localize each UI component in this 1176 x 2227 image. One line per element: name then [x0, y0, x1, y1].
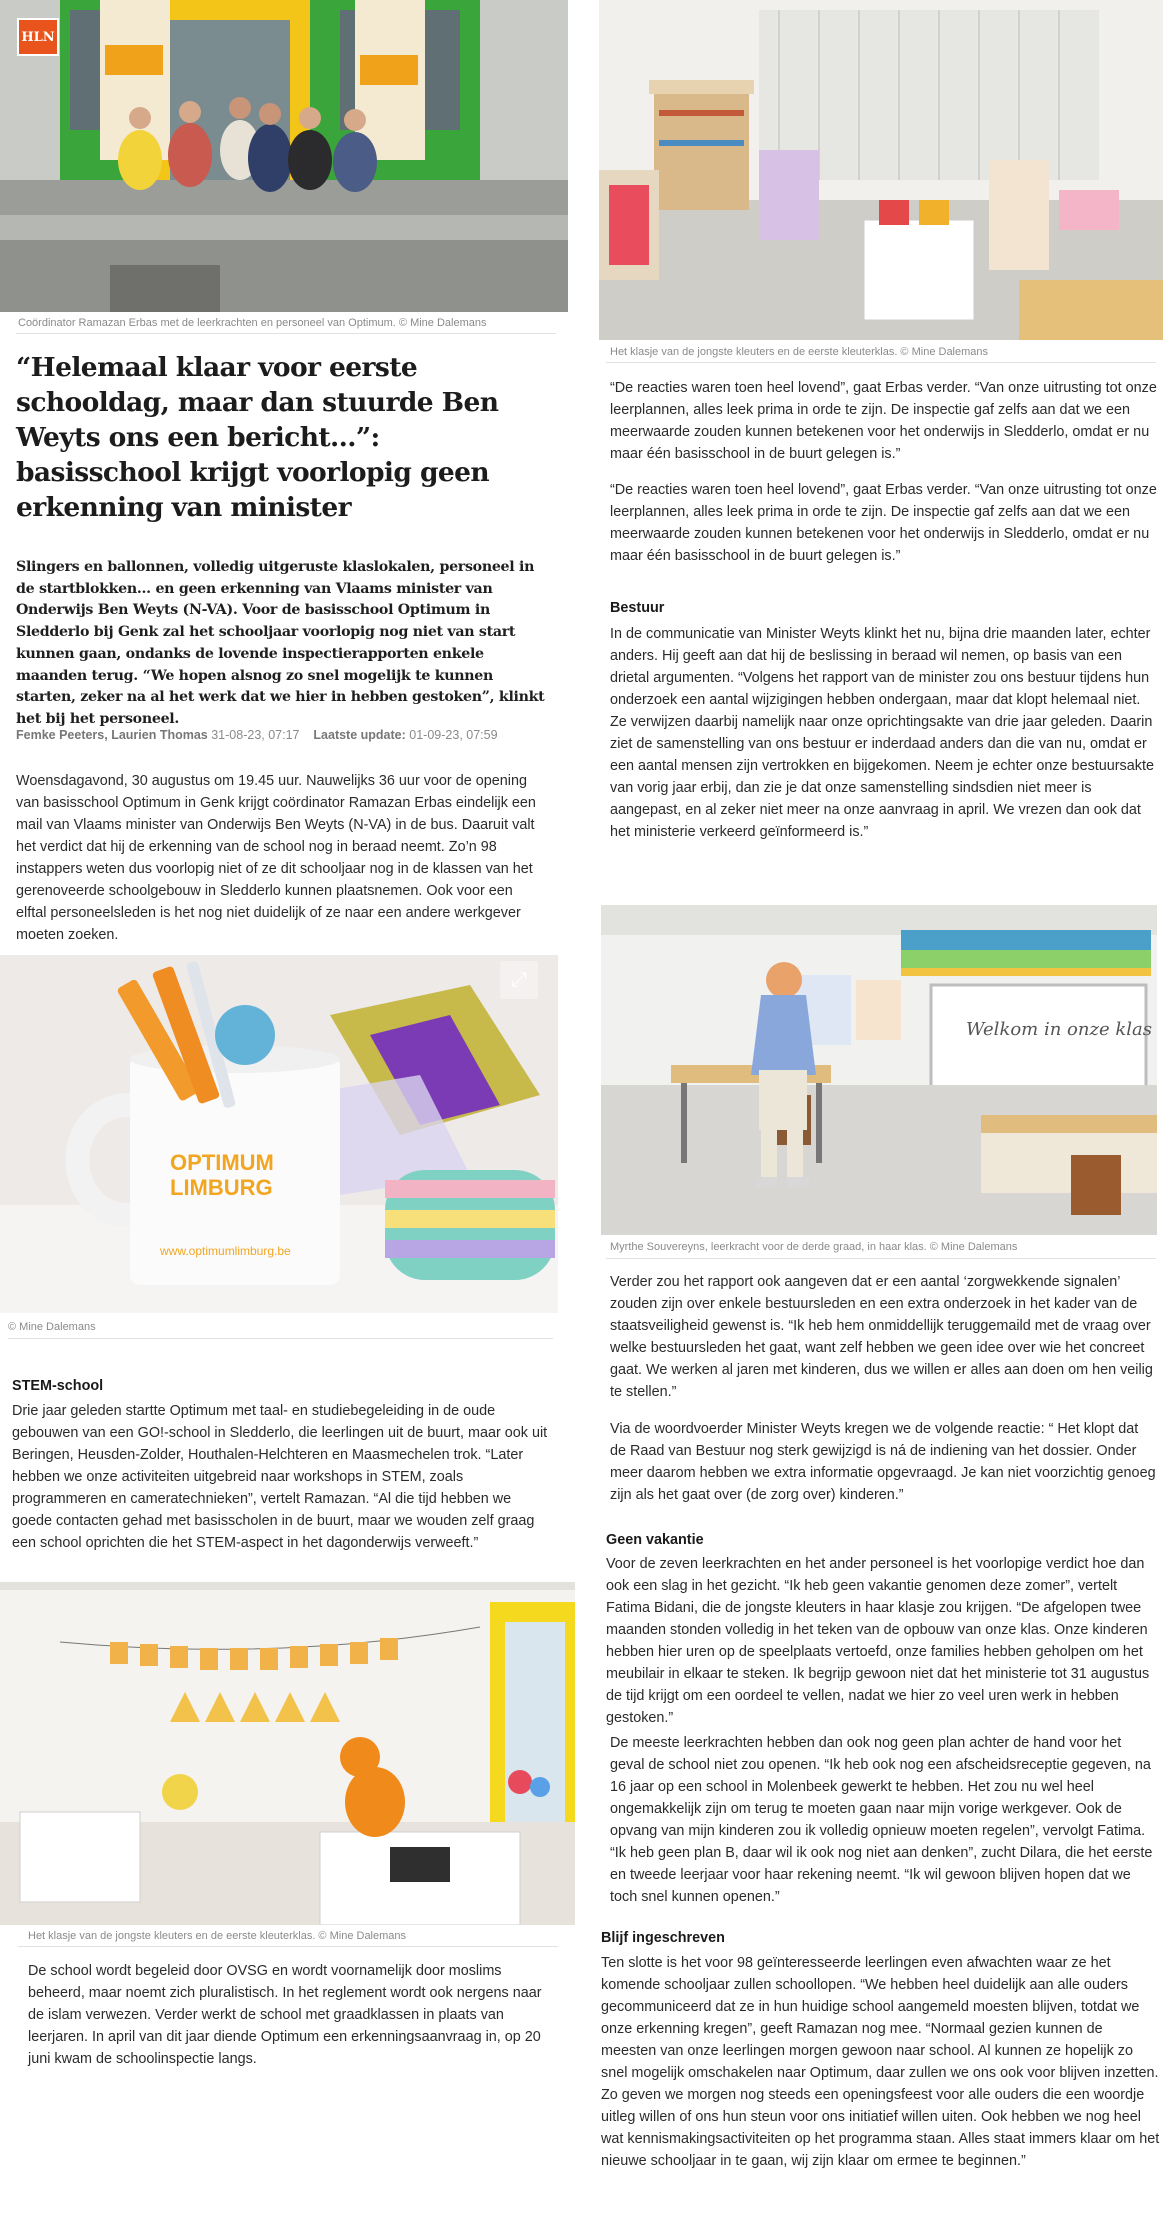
paragraph-vakantie: Voor de zeven leerkrachten en het ander personeel is het voorlopige verdict hoe dan ook een slag in het gezicht. “Ik heb geen vakantie genomen deze zomer”, vertelt Fatima Bidani, die de jongste kleuters in haar klasje zou krijgen. “De afgelopen twee maanden stonden volledig in het teken van de opbouw van onze klas. Onze kinderen hebben hier uren op de speelplaats vertoefd, onze families hebben geholpen om het meubilair in elkaar te steken. Ik begrijp gewoon niet dat het ministerie tot 31 augustus de tijd krijgt om een oordeel te vellen, nadat we hier zo veel uren werk in hebben gestoken.”: [606, 1556, 1150, 1726]
paragraph-reacties-1: “De reacties waren toen heel lovend”, gaat Erbas verder. “Van onze uitrusting tot onze leerplannen, alles leek prima in orde te zijn. De inspectie gaf zelfs aan dat we een meerwaarde zouden kunnen betekenen voor het onderwijs in Sledderlo, omdat er nu maar één basisschool in de buurt gelegen is.”: [610, 380, 1157, 462]
mug-brand-line1: OPTIMUM: [170, 1150, 274, 1175]
article-intro: Slingers en ballonnen, volledig uitgeruste klaslokalen, personeel in de startblokken… en geen erkenning van Vlaams minister van Onderwijs Ben Weyts (N-VA). Voor de basisschool Optimum in Sledderlo bij Genk zal het schooljaar voorlopig nog niet van start kunnen gaan, ondanks de lovende inspectierapporten enkele maanden terug. “We hopen alsnog zo snel mogelijk te kunnen starten, zeker na al het werk dat we hier in hebben gestoken”, klinkt het bij het personeel.: [16, 559, 545, 727]
subhead-bestuur: Bestuur: [610, 600, 665, 616]
teacher-caption: Myrthe Souvereyns, leerkracht voor de derde graad, in haar klas. © Mine Dalemans: [610, 1241, 1018, 1253]
paragraph-rapport: Verder zou het rapport ook aangeven dat er een aantal ‘zorgwekkende signalen’ zouden zijn over enkele bestuursleden en een extra onderzoek in het kader van de staatsveiligheid gewenst is. “Ik heb hem onmiddellijk teruggemaild met de vraag over welke bestuursleden het gaat, want zelf hebben we geen idee over wie het concreet gaat. We werken al jaren met kinderen, dus we willen er alles aan doen om hen veilig te stellen.”: [610, 1274, 1153, 1400]
byline-published: 31-08-23, 07:17: [211, 728, 300, 742]
mug-brand-line2: LIMBURG: [170, 1175, 273, 1200]
classroom-top-photo[interactable]: [599, 0, 1163, 340]
byline-authors: Femke Peeters, Laurien Thomas: [16, 728, 208, 742]
kindergarten-photo-illustration: [0, 1582, 575, 1925]
paragraph-ovsg: De school wordt begeleid door OVSG en wordt voornamelijk door moslims beheerd, maar noemt zich pluralistisch. In het reglement wordt ook nergens naar de islam verwezen. Verder werkt de school met graadklassen in plaats van leerjaren. In april van dit jaar diende Optimum een erkenningsaanvraag in, op 20 juni kwam de schoolinspectie langs.: [28, 1963, 542, 2067]
divider: [8, 1338, 553, 1339]
hero-photo-illustration: [0, 0, 568, 312]
paragraph-bestuur: In de communicatie van Minister Weyts klinkt het nu, bijna drie maanden later, echter anders. Hij geeft aan dat hij de beslissing in beraad wil nemen, op basis van een drietal argumenten. “Volgens het rapport van de minister zou ons bestuur tijdens hun onderzoek een aantal wijzigingen hebben ondergaan, maar dat klopt helemaal niet. Ze verwijzen daarbij namelijk naar onze oprichtingsakte van drie jaar geleden. Daarin ziet de samenstelling van ons bestuur er inderdaad anders dan die van nu, omdat er een aantal mensen zijn vertrokken en bijgekomen. Neem je echter onze bestuursakte van vorig jaar erbij, dan zie je dat onze samenstelling sindsdien niet meer is aangepast, en al zeker niet meer na onze aanvraag in april. We vrezen dan ook dat het ministerie verkeerd geïnformeerd is.”: [610, 626, 1154, 840]
mug-photo[interactable]: [0, 955, 558, 1313]
paragraph-ingeschreven: Ten slotte is het voor 98 geïnteresseerde leerlingen even afwachten waar ze het komende schooljaar zullen schoollopen. “We hebben heel duidelijk aan alle ouders gecommuniceerd dat ze in hun huidige school aangemeld moesten blijven, totdat we onze erkenning kregen”, geeft Ramazan nog mee. “Normaal gezien kunnen de meesten van onze leerlingen morgen gewoon naar school. Al kunnen ze hopelijk zo snel mogelijk omschakelen naar Optimum, daar zullen we ons ook voor blijven inzetten. Zo geven we morgen nog steeds een openingsfeest voor alle ouders die een woordje uitleg willen of ons hun steun voor ons initiatief willen uiten. Ook hebben we nog heel wat kennismakingsactiviteiten op het programma staan. Alles staat immers klaar om het nieuwe schooljaar in te gaan, wij zijn klaar om ermee te beginnen.”: [601, 1955, 1160, 2169]
subhead-ingeschreven: Blijf ingeschreven: [601, 1930, 725, 1946]
classroom-top-photo-illustration: [599, 0, 1163, 340]
subhead-stem: STEM-school: [12, 1378, 104, 1394]
divider: [18, 1946, 558, 1947]
byline-updated: 01-09-23, 07:59: [409, 728, 498, 742]
byline-updated-label: Laatste update:: [313, 728, 406, 742]
expand-icon[interactable]: ⤢: [500, 961, 538, 999]
classroom-top-caption: Het klasje van de jongste kleuters en de eerste kleuterklas. © Mine Dalemans: [610, 346, 989, 358]
divider: [16, 333, 556, 334]
board-text: Welkom in onze klas: [966, 1019, 1152, 1040]
mug-caption: © Mine Dalemans: [8, 1321, 96, 1333]
mug-photo-illustration: [0, 955, 558, 1313]
hln-logo[interactable]: HLN: [17, 18, 59, 56]
subhead-vakantie: Geen vakantie: [606, 1532, 704, 1548]
divider: [606, 1258, 1156, 1259]
paragraph-intro: Woensdagavond, 30 augustus om 19.45 uur. Nauwelijks 36 uur voor de opening van basisschool Optimum in Genk krijgt coördinator Ramazan Erbas eindelijk een mail van Vlaams minister van Onderwijs Ben Weyts (N-VA) in de bus. Daaruit valt het verdict dat hij de erkenning van de school nog in beraad neemt. Zo’n 98 instappers weten dus voorlopig niet of ze dit schooljaar nog in de klassen van het gerenoveerde schoolgebouw in Sledderlo kunnen plaatsnemen. Ook voor een elftal personeelsleden is het nog niet duidelijk of ze naar een andere werkgever moeten zoeken.: [16, 773, 536, 943]
article-headline: “Helemaal klaar voor eerste schooldag, maar dan stuurde Ben Weyts ons een bericht…”: basisschool krijgt voorlopig geen erkenning van minister: [16, 352, 499, 523]
paragraph-reacties-2: “De reacties waren toen heel lovend”, gaat Erbas verder. “Van onze uitrusting tot onze leerplannen, alles leek prima in orde te zijn. De inspectie gaf zelfs aan dat we een meerwaarde zouden kunnen betekenen voor het onderwijs in Sledderlo, omdat er nu maar één basisschool in de buurt gelegen is.”: [610, 482, 1157, 564]
teacher-photo[interactable]: [601, 905, 1157, 1235]
kindergarten-caption: Het klasje van de jongste kleuters en de eerste kleuterklas. © Mine Dalemans: [28, 1930, 407, 1942]
paragraph-stem: Drie jaar geleden startte Optimum met taal- en studiebegeleiding in de oude gebouwen van een GO!-school in Sledderlo, die leerlingen uit de buurt, maar ook uit Beringen, Heusden-Zolder, Houthalen-Helchteren en Maasmechelen trok. “Later hebben we onze activiteiten uitgebreid naar workshops in STEM, zoals programmeren en cameratechnieken”, vertelt Ramazan. “Al die tijd hebben we goede contacten gehad met basisscholen in de buurt, maar we wouden zelf graag een school oprichten die het STEM-aspect in het dagonderwijs verweeft.”: [12, 1403, 548, 1551]
hero-caption: Coördinator Ramazan Erbas met de leerkrachten en personeel van Optimum. © Mine Dalemans: [18, 317, 487, 329]
paragraph-woordvoerder: Via de woordvoerder Minister Weyts kregen we de volgende reactie: “ Het klopt dat de Raad van Bestuur nog sterk gewijzigd is ná de indiening van het dossier. Onder meer daarom hebben we extra informatie opgevraagd. Je kan niet voorzichtig genoeg zijn als het gaat over (de zorg over) kinderen.”: [610, 1421, 1156, 1503]
teacher-photo-illustration: [601, 905, 1157, 1235]
hero-photo[interactable]: [0, 0, 568, 312]
mug-url: www.optimumlimburg.be: [160, 1244, 291, 1258]
paragraph-leerkrachten: De meeste leerkrachten hebben dan ook nog geen plan achter de hand voor het geval de school niet zou openen. “Ik heb ook nog een afscheidsreceptie gegeven, na 16 jaar op een school in Molenbeek gewerkt te hebben. Het zou nu wel heel ongemakkelijk zijn om terug te moeten gaan naar mijn vorige werkgever. Ook de opvang van mijn kinderen zou ik volledig opnieuw moeten regelen”, vervolgt Fatima. “Ik heb geen plan B, daar wil ik ook nog niet aan denken”, zucht Dilara, die het eerste en tweede leerjaar voor haar rekening neemt. “Ik wil gewoon blijven hopen dat we toch snel kunnen openen.”: [610, 1735, 1153, 1905]
kindergarten-photo[interactable]: [0, 1582, 575, 1925]
divider: [606, 362, 1156, 363]
byline: [16, 728, 556, 742]
